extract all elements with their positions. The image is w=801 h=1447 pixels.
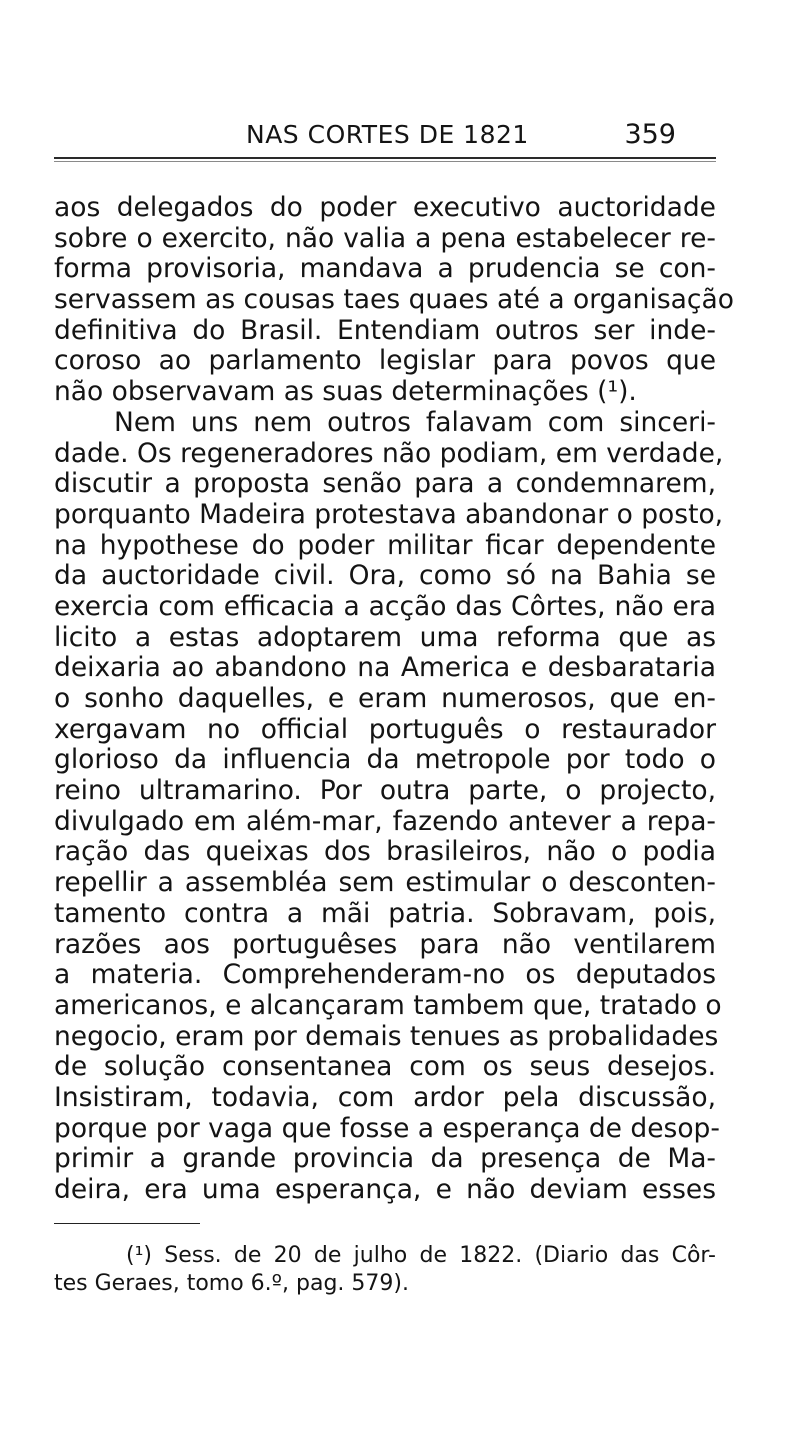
text-line: porque por vaga que fosse a esperança de desop- bbox=[54, 1112, 720, 1144]
text-line: Insistiram, todavia, com ardor pela discussão, bbox=[54, 1081, 716, 1113]
text-line: Nem uns nem outros falavam com sinceri- bbox=[114, 406, 716, 438]
text-line: aos delegados do poder executivo auctoridade bbox=[54, 192, 716, 223]
text-line: deixaria ao abandono na America e desbarataria bbox=[54, 652, 716, 684]
header-rule-thin bbox=[54, 161, 716, 162]
running-head bbox=[54, 118, 716, 158]
text-line: não observavam as suas determinações (¹). bbox=[54, 376, 637, 408]
text-line: glorioso da influencia da metropole por todo o bbox=[54, 744, 716, 776]
text-line: xergavam no official português o restaurador bbox=[54, 713, 716, 745]
header-rule bbox=[54, 157, 716, 159]
body-text bbox=[54, 192, 734, 1206]
text-line: primir a grande provincia da presença de Ma- bbox=[54, 1143, 716, 1175]
text-line: coroso ao parlamento legislar para povos que bbox=[54, 345, 716, 377]
text-line: razões aos portuguêses para não ventilarem bbox=[54, 928, 716, 960]
text-line: da auctoridade civil. Ora, como só na Bahia se bbox=[54, 560, 716, 592]
text-line: repellir a assembléa sem estimular o desconten- bbox=[54, 867, 716, 899]
text-line: negocio, eram por demais tenues as probalidades bbox=[54, 1020, 719, 1052]
text-line: discutir a proposta senão para a condemnarem, bbox=[54, 468, 716, 500]
text-line: ração das queixas dos brasileiros, não o podia bbox=[54, 836, 716, 868]
text-line: divulgado em além-mar, fazendo antever a repa- bbox=[54, 805, 716, 837]
text-line: porquanto Madeira protestava abandonar o posto, bbox=[54, 498, 724, 530]
text-line: exercia com efficacia a acção das Côrtes, não era bbox=[54, 590, 716, 622]
text-line: dade. Os regeneradores não podiam, em verdade, bbox=[54, 437, 724, 469]
running-title: NAS CORTES DE 1821 bbox=[246, 120, 529, 149]
text-line: tamento contra a mãi patria. Sobravam, pois, bbox=[54, 897, 716, 929]
footnotes bbox=[54, 1242, 716, 1298]
text-line: na hypothese do poder militar ficar dependente bbox=[54, 529, 716, 561]
text-line: deira, era uma esperança, e não deviam esses bbox=[54, 1174, 716, 1205]
text-line: forma provisoria, mandava a prudencia se con- bbox=[54, 253, 716, 285]
page-number: 359 bbox=[624, 119, 676, 150]
text-line: de solução consentanea com os seus desejos. bbox=[54, 1051, 716, 1083]
text-line: sobre o exercito, não valia a pena estabelecer re- bbox=[54, 222, 716, 254]
text-line: o sonho daquelles, e eram numerosos, que en- bbox=[54, 683, 716, 714]
footnote-line: (¹) Sess. de 20 de julho de 1822. (Diario das Côr- bbox=[126, 1243, 716, 1268]
footnote-rule bbox=[54, 1223, 200, 1224]
text-line: licito a estas adoptarem uma reforma que as bbox=[54, 621, 716, 653]
footnote-line: tes Geraes, tomo 6.º, pag. 579). bbox=[54, 1271, 409, 1296]
text-line: americanos, e alcançaram tambem que, tratado o bbox=[54, 989, 722, 1021]
text-line: a materia. Comprehenderam-no os deputados bbox=[54, 959, 716, 991]
text-line: definitiva do Brasil. Entendiam outros ser inde- bbox=[54, 314, 716, 346]
text-line: servassem as cousas taes quaes até a organisação bbox=[54, 284, 734, 316]
text-line: reino ultramarino. Por outra parte, o projecto, bbox=[54, 775, 716, 807]
